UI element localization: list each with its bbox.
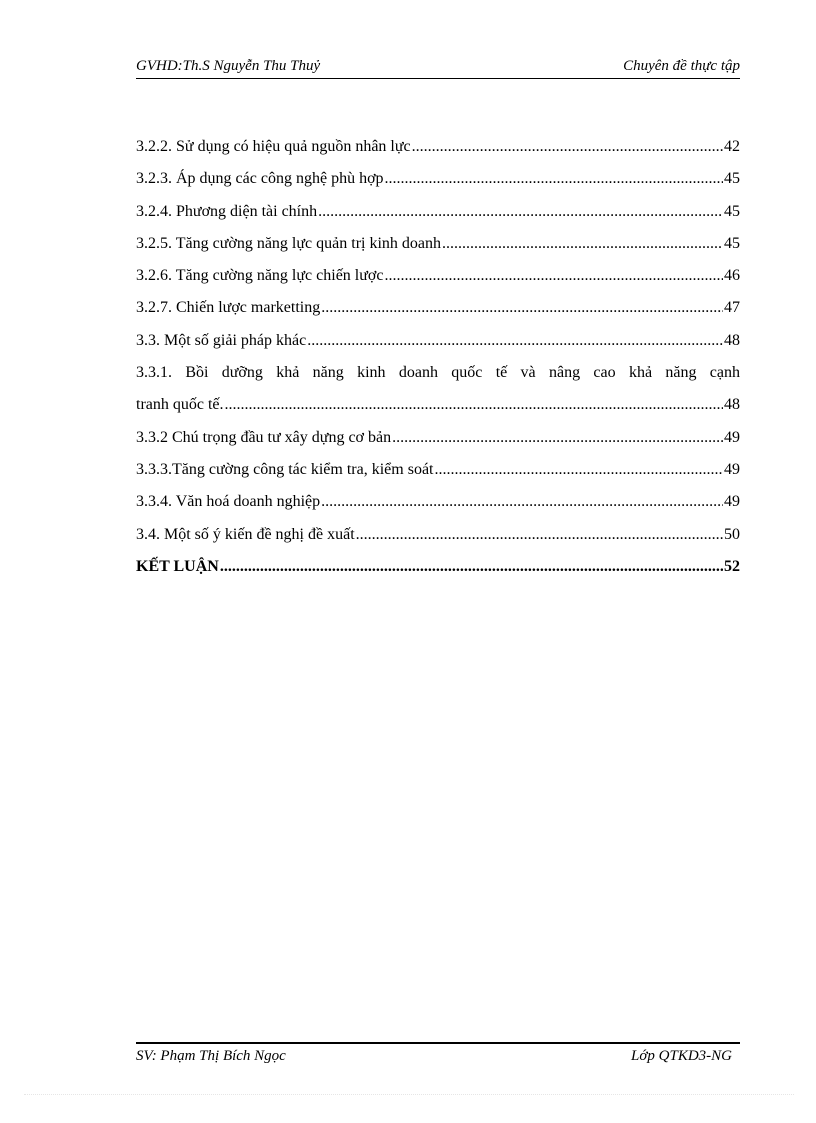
toc-entry <box>136 422 740 454</box>
toc-dot-leader <box>225 389 723 421</box>
toc-entry-title: 3.3.2 Chú trọng đầu tư xây dựng cơ bản <box>136 428 392 446</box>
toc-entry-title: 3.2.7. Chiến lược marketting <box>136 299 321 317</box>
toc-entry-title-line2: tranh quốc tế. <box>136 396 224 414</box>
toc-entry-title: 3.2.5. Tăng cường năng lực quản trị kinh doanh <box>136 234 442 252</box>
page-footer <box>136 1042 740 1064</box>
toc-dot-leader <box>321 486 723 518</box>
toc-entry-title: 3.2.3. Áp dụng các công nghệ phù hợp <box>136 170 384 188</box>
toc-entry-page: 48 <box>724 396 740 414</box>
header-report-type: Chuyên đề thực tập <box>623 58 740 74</box>
page-header <box>136 56 740 79</box>
toc-entry-page: 45 <box>724 170 740 188</box>
toc-entry <box>136 163 740 195</box>
toc-entry-page: 50 <box>724 525 740 543</box>
toc-entry-page: 46 <box>724 267 740 285</box>
footer-student: SV: Phạm Thị Bích Ngọc <box>136 1048 286 1064</box>
toc-entry-title: 3.2.6. Tăng cường năng lực chiến lược <box>136 267 384 285</box>
toc-entry <box>136 325 740 357</box>
toc-dot-leader <box>392 422 723 454</box>
toc-dot-leader <box>384 260 723 292</box>
toc-entry-page: 45 <box>724 202 740 220</box>
toc-entry-title: 3.4. Một số ý kiến đề nghị đề xuất <box>136 525 355 543</box>
toc-entry-title-line1: 3.3.1. Bồi dưỡng khả năng kinh doanh quốc tế và nâng cao khả năng cạnh <box>136 364 740 382</box>
toc-entry-title: 3.3.3.Tăng cường công tác kiểm tra, kiểm soát <box>136 460 434 478</box>
toc-entry <box>136 228 740 260</box>
toc-entry <box>136 519 740 551</box>
toc-entry-page: 42 <box>724 138 740 155</box>
toc-entry-title: 3.3.4. Văn hoá doanh nghiệp <box>136 493 321 511</box>
table-of-contents <box>136 131 740 583</box>
toc-dot-leader <box>307 325 723 357</box>
toc-entry-line2 <box>136 389 740 421</box>
toc-dot-leader <box>321 292 723 324</box>
toc-entry <box>136 357 740 422</box>
footer-class: Lớp QTKD3-NG <box>631 1048 732 1064</box>
toc-dot-leader <box>442 228 723 260</box>
toc-entry <box>136 454 740 486</box>
toc-entry-page: 49 <box>724 428 740 446</box>
toc-entry-title: 3.2.2. Sử dụng có hiệu quả nguồn nhân lực <box>136 138 411 155</box>
toc-entry-conclusion <box>136 551 740 583</box>
toc-entry <box>136 196 740 228</box>
toc-entry-page: 48 <box>724 331 740 349</box>
toc-entry-page: 49 <box>724 460 740 478</box>
toc-entry-page: 47 <box>724 299 740 317</box>
toc-dot-leader <box>435 454 724 486</box>
toc-entry-page: 49 <box>724 493 740 511</box>
toc-entry-title: 3.2.4. Phương diện tài chính <box>136 202 318 220</box>
header-supervisor: GVHD:Th.S Nguyễn Thu Thuỷ <box>136 58 321 74</box>
page-bottom-divider <box>24 1094 794 1095</box>
toc-dot-leader <box>356 519 723 551</box>
toc-entry <box>136 260 740 292</box>
toc-dot-leader <box>318 196 723 228</box>
toc-entry-title: 3.3. Một số giải pháp khác <box>136 331 307 349</box>
toc-dot-leader <box>220 551 723 583</box>
toc-dot-leader <box>385 163 723 195</box>
toc-entry-page: 45 <box>724 234 740 252</box>
toc-dot-leader <box>412 131 723 163</box>
toc-entry-page: 52 <box>724 557 740 575</box>
toc-entry-title: KẾT LUẬN <box>136 557 219 575</box>
toc-entry <box>136 292 740 324</box>
toc-entry <box>136 486 740 518</box>
toc-entry <box>136 131 740 163</box>
